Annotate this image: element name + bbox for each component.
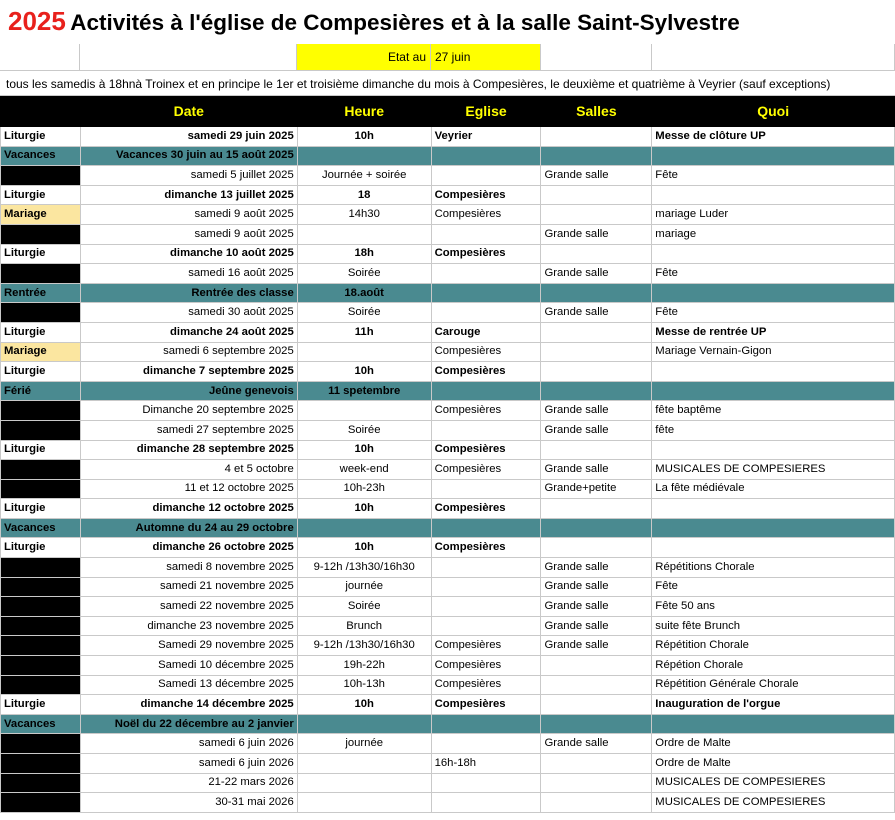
cell-time[interactable]: 11h xyxy=(297,322,431,342)
table-row xyxy=(1,656,895,676)
cell-church[interactable] xyxy=(431,773,541,793)
cell-church[interactable]: Carouge xyxy=(431,322,541,342)
cell-room[interactable] xyxy=(541,205,652,225)
cell-time[interactable]: 11 spetembre xyxy=(297,381,431,401)
cell-room[interactable] xyxy=(541,754,652,774)
table-row xyxy=(1,793,895,813)
cell-room[interactable] xyxy=(541,773,652,793)
cell-room[interactable] xyxy=(541,146,652,166)
cell-date[interactable]: Samedi 13 décembre 2025 xyxy=(80,675,297,695)
cell-type[interactable]: Location xyxy=(1,558,81,578)
cell-date[interactable]: samedi 30 août 2025 xyxy=(80,303,297,323)
cell-type[interactable]: Vacances xyxy=(1,518,81,538)
table-row xyxy=(1,303,895,323)
cell-church[interactable] xyxy=(431,381,541,401)
cell-date[interactable]: samedi 27 septembre 2025 xyxy=(80,420,297,440)
cell-time[interactable]: 9-12h /13h30/16h30 xyxy=(297,558,431,578)
cell-room[interactable]: Grande salle xyxy=(541,420,652,440)
cell-room[interactable]: Grande salle xyxy=(541,224,652,244)
cell-what[interactable] xyxy=(652,283,895,303)
cell-church[interactable]: Compesières xyxy=(431,675,541,695)
status-cell-empty[interactable] xyxy=(541,44,652,71)
table-row xyxy=(1,479,895,499)
cell-type[interactable]: Location xyxy=(1,793,81,813)
cell-date[interactable]: samedi 5 juillet 2025 xyxy=(80,166,297,186)
cell-church[interactable]: Compesières xyxy=(431,636,541,656)
cell-time[interactable] xyxy=(297,754,431,774)
cell-date[interactable]: Dimanche 20 septembre 2025 xyxy=(80,401,297,421)
cell-date[interactable]: samedi 16 août 2025 xyxy=(80,264,297,284)
cell-what[interactable] xyxy=(652,499,895,519)
table-row xyxy=(1,734,895,754)
cell-time[interactable]: 14h30 xyxy=(297,205,431,225)
cell-church[interactable]: Compesières xyxy=(431,656,541,676)
cell-room[interactable] xyxy=(541,283,652,303)
table-row xyxy=(1,322,895,342)
cell-date[interactable]: dimanche 23 novembre 2025 xyxy=(80,616,297,636)
cell-church[interactable] xyxy=(431,616,541,636)
cell-date[interactable]: Vacances 30 juin au 15 août 2025 xyxy=(80,146,297,166)
cell-type[interactable]: Location xyxy=(1,616,81,636)
cell-date[interactable]: Jeûne genevois xyxy=(80,381,297,401)
status-cell-empty[interactable] xyxy=(652,44,895,71)
cell-what[interactable]: Ordre de Malte xyxy=(652,754,895,774)
table-row xyxy=(1,127,895,147)
cell-type[interactable]: Vacances xyxy=(1,146,81,166)
table-row xyxy=(1,714,895,734)
cell-room[interactable] xyxy=(541,675,652,695)
table-row xyxy=(1,283,895,303)
cell-time[interactable]: 19h-22h xyxy=(297,656,431,676)
cell-church[interactable]: Veyrier xyxy=(431,127,541,147)
cell-what[interactable]: Fête xyxy=(652,577,895,597)
cell-what[interactable]: MUSICALES DE COMPESIERES xyxy=(652,773,895,793)
column-header-what[interactable]: Quoi xyxy=(652,97,895,127)
table-row xyxy=(1,205,895,225)
cell-room[interactable]: Grande salle xyxy=(541,401,652,421)
note-text: tous les samedis à 18hnà Troinex et en principe le 1er et troisième dimanche du mois à Compesières, le deuxième et quatrième à Veyrier (sauf exceptions) xyxy=(6,77,831,91)
cell-time[interactable]: Soirée xyxy=(297,264,431,284)
cell-church[interactable]: Compesières xyxy=(431,185,541,205)
cell-type[interactable]: Location xyxy=(1,479,81,499)
column-header-type[interactable] xyxy=(1,97,81,127)
cell-date[interactable]: dimanche 24 août 2025 xyxy=(80,322,297,342)
cell-date[interactable]: samedi 6 juin 2026 xyxy=(80,754,297,774)
column-header-date[interactable]: Date xyxy=(80,97,297,127)
cell-what[interactable] xyxy=(652,381,895,401)
cell-room[interactable]: Grande+petite xyxy=(541,479,652,499)
cell-type[interactable]: Location xyxy=(1,303,81,323)
cell-date[interactable]: dimanche 7 septembre 2025 xyxy=(80,362,297,382)
table-row xyxy=(1,460,895,480)
cell-time[interactable]: Brunch xyxy=(297,616,431,636)
cell-time[interactable]: 10h xyxy=(297,695,431,715)
cell-type[interactable]: Mariage xyxy=(1,342,81,362)
table-row xyxy=(1,362,895,382)
cell-type[interactable]: Férié xyxy=(1,381,81,401)
cell-church[interactable] xyxy=(431,264,541,284)
cell-date[interactable]: dimanche 14 décembre 2025 xyxy=(80,695,297,715)
cell-date[interactable]: 30-31 mai 2026 xyxy=(80,793,297,813)
cell-room[interactable] xyxy=(541,244,652,264)
cell-time[interactable]: Soirée xyxy=(297,303,431,323)
table-row xyxy=(1,420,895,440)
cell-what[interactable]: Fête xyxy=(652,303,895,323)
cell-church[interactable] xyxy=(431,224,541,244)
cell-date[interactable]: samedi 8 novembre 2025 xyxy=(80,558,297,578)
cell-date[interactable]: Samedi 29 novembre 2025 xyxy=(80,636,297,656)
cell-what[interactable]: Fête 50 ans xyxy=(652,597,895,617)
table-row xyxy=(1,440,895,460)
cell-church[interactable] xyxy=(431,714,541,734)
cell-church[interactable] xyxy=(431,166,541,186)
table-row xyxy=(1,616,895,636)
cell-time[interactable]: Soirée xyxy=(297,420,431,440)
title-text: Activités à l'église de Compesières et à la salle Saint-Sylvestre xyxy=(70,10,740,35)
cell-date[interactable]: 4 et 5 octobre xyxy=(80,460,297,480)
cell-type[interactable]: Location xyxy=(1,597,81,617)
cell-church[interactable] xyxy=(431,558,541,578)
cell-type[interactable]: Liturgie xyxy=(1,127,81,147)
cell-what[interactable]: Mariage Vernain-Gigon xyxy=(652,342,895,362)
cell-type[interactable]: Rentrée xyxy=(1,283,81,303)
cell-time[interactable]: 9-12h /13h30/16h30 xyxy=(297,636,431,656)
table-row xyxy=(1,166,895,186)
cell-date[interactable]: 11 et 12 octobre 2025 xyxy=(80,479,297,499)
cell-type[interactable]: Vacances xyxy=(1,714,81,734)
cell-what[interactable]: mariage xyxy=(652,224,895,244)
cell-what[interactable]: Répétition Chorale xyxy=(652,636,895,656)
cell-room[interactable] xyxy=(541,440,652,460)
cell-type[interactable]: Location xyxy=(1,224,81,244)
cell-type[interactable]: Liturgie xyxy=(1,440,81,460)
table-row xyxy=(1,636,895,656)
cell-room[interactable]: Grande salle xyxy=(541,734,652,754)
cell-what[interactable]: MUSICALES DE COMPESIERES xyxy=(652,460,895,480)
cell-what[interactable]: Messe de clôture UP xyxy=(652,127,895,147)
cell-type[interactable]: Location xyxy=(1,460,81,480)
status-cell-empty[interactable] xyxy=(0,44,80,71)
table-row xyxy=(1,381,895,401)
cell-type[interactable]: Mariage xyxy=(1,205,81,225)
status-label-cell[interactable] xyxy=(297,44,431,71)
cell-type[interactable]: Location xyxy=(1,401,81,421)
table-row xyxy=(1,754,895,774)
cell-room[interactable] xyxy=(541,362,652,382)
cell-time[interactable]: 10h xyxy=(297,362,431,382)
cell-date[interactable]: samedi 21 novembre 2025 xyxy=(80,577,297,597)
cell-what[interactable]: mariage Luder xyxy=(652,205,895,225)
table-row xyxy=(1,538,895,558)
cell-time[interactable]: 18 xyxy=(297,185,431,205)
cell-what[interactable] xyxy=(652,146,895,166)
cell-room[interactable] xyxy=(541,538,652,558)
cell-time[interactable]: 10h-23h xyxy=(297,479,431,499)
cell-date[interactable]: Automne du 24 au 29 octobre xyxy=(80,518,297,538)
cell-date[interactable]: dimanche 12 octobre 2025 xyxy=(80,499,297,519)
cell-church[interactable] xyxy=(431,420,541,440)
cell-date[interactable]: dimanche 10 août 2025 xyxy=(80,244,297,264)
cell-what[interactable]: fête baptême xyxy=(652,401,895,421)
cell-room[interactable]: Grande salle xyxy=(541,577,652,597)
cell-church[interactable] xyxy=(431,479,541,499)
cell-time[interactable] xyxy=(297,401,431,421)
title-year: 2025 xyxy=(8,6,66,36)
cell-church[interactable]: Compesières xyxy=(431,440,541,460)
cell-what[interactable]: suite fête Brunch xyxy=(652,616,895,636)
cell-date[interactable]: samedi 9 août 2025 xyxy=(80,205,297,225)
cell-church[interactable] xyxy=(431,518,541,538)
cell-what[interactable]: fête xyxy=(652,420,895,440)
cell-what[interactable] xyxy=(652,440,895,460)
cell-church[interactable]: Compesières xyxy=(431,695,541,715)
cell-time[interactable] xyxy=(297,714,431,734)
column-header-time[interactable]: Heure xyxy=(297,97,431,127)
table-row xyxy=(1,499,895,519)
cell-date[interactable]: Noël du 22 décembre au 2 janvier xyxy=(80,714,297,734)
cell-type[interactable]: Location xyxy=(1,166,81,186)
cell-type[interactable]: Liturgie xyxy=(1,695,81,715)
status-date-cell[interactable] xyxy=(431,44,541,71)
cell-time[interactable]: 10h xyxy=(297,127,431,147)
cell-what[interactable]: Inauguration de l'orgue xyxy=(652,695,895,715)
cell-church[interactable]: Compesières xyxy=(431,401,541,421)
status-date: 27 juin xyxy=(435,50,471,64)
cell-room[interactable] xyxy=(541,793,652,813)
table-row xyxy=(1,342,895,362)
schedule-table xyxy=(0,96,895,813)
cell-date[interactable]: samedi 29 juin 2025 xyxy=(80,127,297,147)
cell-date[interactable]: 21-22 mars 2026 xyxy=(80,773,297,793)
cell-time[interactable] xyxy=(297,773,431,793)
cell-church[interactable] xyxy=(431,597,541,617)
cell-room[interactable] xyxy=(541,322,652,342)
table-row xyxy=(1,146,895,166)
cell-time[interactable] xyxy=(297,224,431,244)
cell-what[interactable] xyxy=(652,185,895,205)
cell-room[interactable]: Grande salle xyxy=(541,264,652,284)
cell-type[interactable]: Location xyxy=(1,636,81,656)
table-header-row xyxy=(1,97,895,127)
cell-date[interactable]: samedi 6 juin 2026 xyxy=(80,734,297,754)
cell-date[interactable]: samedi 22 novembre 2025 xyxy=(80,597,297,617)
cell-church[interactable]: Compesières xyxy=(431,499,541,519)
cell-room[interactable] xyxy=(541,342,652,362)
cell-time[interactable]: 18.août xyxy=(297,283,431,303)
cell-type[interactable]: Location xyxy=(1,675,81,695)
cell-type[interactable]: Location xyxy=(1,773,81,793)
table-row xyxy=(1,401,895,421)
cell-type[interactable]: Location xyxy=(1,420,81,440)
table-row xyxy=(1,244,895,264)
cell-room[interactable] xyxy=(541,695,652,715)
cell-church[interactable]: 16h-18h xyxy=(431,754,541,774)
cell-what[interactable] xyxy=(652,714,895,734)
cell-what[interactable]: MUSICALES DE COMPESIERES xyxy=(652,793,895,813)
cell-room[interactable]: Grande salle xyxy=(541,636,652,656)
cell-time[interactable] xyxy=(297,342,431,362)
table-row xyxy=(1,577,895,597)
cell-church[interactable] xyxy=(431,303,541,323)
cell-room[interactable]: Grande salle xyxy=(541,303,652,323)
table-row xyxy=(1,558,895,578)
cell-room[interactable] xyxy=(541,656,652,676)
cell-room[interactable]: Grande salle xyxy=(541,558,652,578)
column-header-room[interactable]: Salles xyxy=(541,97,652,127)
cell-time[interactable]: journée xyxy=(297,577,431,597)
cell-type[interactable]: Location xyxy=(1,656,81,676)
table-row xyxy=(1,264,895,284)
cell-date[interactable]: dimanche 28 septembre 2025 xyxy=(80,440,297,460)
cell-what[interactable]: Fête xyxy=(652,264,895,284)
cell-time[interactable]: Journée + soirée xyxy=(297,166,431,186)
cell-what[interactable]: Fête xyxy=(652,166,895,186)
table-row xyxy=(1,695,895,715)
cell-time[interactable] xyxy=(297,146,431,166)
cell-type[interactable]: Liturgie xyxy=(1,362,81,382)
cell-time[interactable] xyxy=(297,518,431,538)
status-cell-empty[interactable] xyxy=(80,44,297,71)
cell-church[interactable]: Compesières xyxy=(431,538,541,558)
cell-time[interactable]: Soirée xyxy=(297,597,431,617)
cell-type[interactable]: Location xyxy=(1,754,81,774)
cell-room[interactable] xyxy=(541,381,652,401)
cell-what[interactable] xyxy=(652,244,895,264)
cell-what[interactable] xyxy=(652,362,895,382)
cell-church[interactable] xyxy=(431,734,541,754)
cell-room[interactable]: Grande salle xyxy=(541,597,652,617)
cell-type[interactable]: Location xyxy=(1,734,81,754)
cell-date[interactable]: samedi 6 septembre 2025 xyxy=(80,342,297,362)
cell-church[interactable] xyxy=(431,283,541,303)
cell-room[interactable]: Grande salle xyxy=(541,166,652,186)
cell-what[interactable]: Messe de rentrée UP xyxy=(652,322,895,342)
cell-time[interactable] xyxy=(297,793,431,813)
cell-time[interactable]: 10h xyxy=(297,440,431,460)
cell-time[interactable]: week-end xyxy=(297,460,431,480)
cell-date[interactable]: dimanche 13 juillet 2025 xyxy=(80,185,297,205)
cell-room[interactable] xyxy=(541,499,652,519)
cell-room[interactable] xyxy=(541,185,652,205)
cell-what[interactable] xyxy=(652,538,895,558)
cell-type[interactable]: Liturgie xyxy=(1,499,81,519)
note-row[interactable] xyxy=(0,71,895,96)
cell-what[interactable] xyxy=(652,518,895,538)
cell-time[interactable]: 10h xyxy=(297,499,431,519)
cell-type[interactable]: Location xyxy=(1,577,81,597)
cell-date[interactable]: Samedi 10 décembre 2025 xyxy=(80,656,297,676)
cell-what[interactable]: Ordre de Malte xyxy=(652,734,895,754)
status-row xyxy=(0,44,895,71)
status-label: Etat au xyxy=(387,50,426,64)
cell-date[interactable]: dimanche 26 octobre 2025 xyxy=(80,538,297,558)
cell-type[interactable]: Liturgie xyxy=(1,322,81,342)
cell-time[interactable]: 10h xyxy=(297,538,431,558)
page-title xyxy=(8,6,740,40)
cell-church[interactable]: Compesières xyxy=(431,244,541,264)
cell-room[interactable] xyxy=(541,714,652,734)
cell-type[interactable]: Location xyxy=(1,264,81,284)
table-row xyxy=(1,675,895,695)
cell-what[interactable]: La fête médiévale xyxy=(652,479,895,499)
cell-date[interactable]: Rentrée des classe xyxy=(80,283,297,303)
cell-church[interactable]: Compesières xyxy=(431,342,541,362)
cell-church[interactable] xyxy=(431,577,541,597)
cell-type[interactable]: Liturgie xyxy=(1,185,81,205)
cell-date[interactable]: samedi 9 août 2025 xyxy=(80,224,297,244)
cell-room[interactable] xyxy=(541,518,652,538)
cell-church[interactable]: Compesières xyxy=(431,460,541,480)
cell-church[interactable]: Compesières xyxy=(431,362,541,382)
cell-what[interactable]: Répétition Générale Chorale xyxy=(652,675,895,695)
table-row xyxy=(1,224,895,244)
cell-type[interactable]: Liturgie xyxy=(1,538,81,558)
cell-room[interactable] xyxy=(541,127,652,147)
table-row xyxy=(1,518,895,538)
cell-time[interactable]: 10h-13h xyxy=(297,675,431,695)
cell-church[interactable]: Compesières xyxy=(431,205,541,225)
column-header-church[interactable]: Eglise xyxy=(431,97,541,127)
cell-room[interactable]: Grande salle xyxy=(541,616,652,636)
table-row xyxy=(1,597,895,617)
cell-what[interactable]: Répétitions Chorale xyxy=(652,558,895,578)
table-row xyxy=(1,185,895,205)
cell-what[interactable]: Répétion Chorale xyxy=(652,656,895,676)
table-row xyxy=(1,773,895,793)
cell-type[interactable]: Liturgie xyxy=(1,244,81,264)
cell-time[interactable]: 18h xyxy=(297,244,431,264)
cell-church[interactable] xyxy=(431,793,541,813)
cell-church[interactable] xyxy=(431,146,541,166)
cell-room[interactable]: Grande salle xyxy=(541,460,652,480)
cell-time[interactable]: journée xyxy=(297,734,431,754)
